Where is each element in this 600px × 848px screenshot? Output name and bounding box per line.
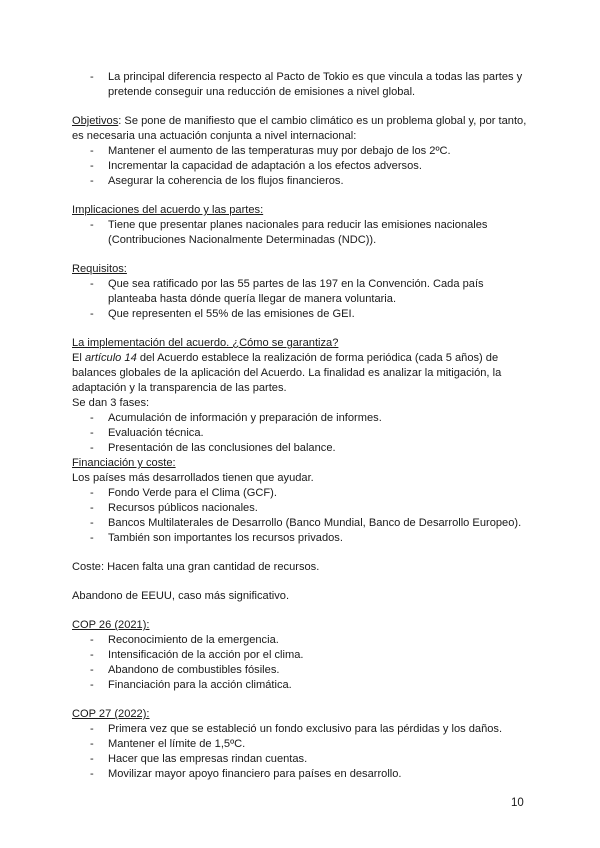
- list-item: [72, 663, 532, 678]
- dash-bullet: -: [90, 532, 94, 544]
- list-item: [72, 752, 532, 767]
- page-number: 10: [511, 797, 524, 809]
- dash-bullet: -: [90, 308, 94, 320]
- list-item: [72, 174, 532, 189]
- objetivos-section: [72, 114, 532, 189]
- dash-bullet: -: [90, 664, 94, 676]
- dash-bullet: -: [90, 723, 94, 735]
- dash-bullet: -: [90, 145, 94, 157]
- dash-bullet: -: [90, 160, 94, 172]
- requisitos-heading: Requisitos:: [72, 263, 127, 275]
- requisitos-list: [72, 277, 532, 322]
- dash-bullet: -: [90, 427, 94, 439]
- dash-bullet: -: [90, 753, 94, 765]
- list-item-text: Que sea ratificado por las 55 partes de las 197 en la Convención. Cada país planteaba hasta dónde quería llegar de manera voluntaria.: [108, 278, 484, 305]
- cop26-section: [72, 618, 532, 693]
- dash-bullet: -: [90, 219, 94, 231]
- list-item: [72, 633, 532, 648]
- financiacion-list: [72, 486, 532, 546]
- list-item: [72, 218, 532, 248]
- financiacion-heading: Financiación y coste:: [72, 457, 176, 469]
- list-item: [72, 737, 532, 752]
- list-item-text: Bancos Multilaterales de Desarrollo (Banco Mundial, Banco de Desarrollo Europeo).: [108, 517, 522, 529]
- objetivos-heading: Objetivos: [72, 115, 119, 127]
- dash-bullet: -: [90, 442, 94, 454]
- list-item-text: Acumulación de información y preparación de informes.: [108, 412, 382, 424]
- financiacion-section: [72, 456, 532, 546]
- list-item-text: Tiene que presentar planes nacionales para reducir las emisiones nacionales (Contribuciones Nacionalmente Determinadas (NDC)).: [108, 219, 488, 246]
- implicaciones-section: [72, 203, 532, 248]
- cop27-heading: COP 27 (2022):: [72, 708, 150, 720]
- list-item: [72, 144, 532, 159]
- list-item: [72, 411, 532, 426]
- list-item-text: Que representen el 55% de las emisiones de GEI.: [108, 308, 355, 320]
- requisitos-section: [72, 262, 532, 322]
- implicaciones-heading: Implicaciones del acuerdo y las partes:: [72, 204, 264, 216]
- list-item-text: Reconocimiento de la emergencia.: [108, 634, 279, 646]
- page-content: [72, 70, 532, 782]
- list-item-text: Abandono de combustibles fósiles.: [108, 664, 280, 676]
- dash-bullet: -: [90, 679, 94, 691]
- dash-bullet: -: [90, 175, 94, 187]
- list-item: [72, 277, 532, 307]
- intro-list: [72, 70, 532, 100]
- list-item: [72, 70, 532, 100]
- list-item: [72, 678, 532, 693]
- list-item-text: Financiación para la acción climática.: [108, 679, 292, 691]
- dash-bullet: -: [90, 738, 94, 750]
- dash-bullet: -: [90, 634, 94, 646]
- implementacion-text-before: El: [72, 352, 85, 364]
- implementacion-section: [72, 336, 532, 456]
- list-item: [72, 159, 532, 174]
- abandono-text: Abandono de EEUU, caso más significativo.: [72, 590, 290, 602]
- list-item: [72, 516, 532, 531]
- dash-bullet: -: [90, 412, 94, 424]
- implementacion-paragraph: [72, 351, 532, 396]
- implicaciones-list: [72, 218, 532, 248]
- implementacion-text-after: del Acuerdo establece la realización de forma periódica (cada 5 años) de balances globales de la aplicación del Acuerdo. La finalidad es analizar la mitigación, la adaptación y la transparencia de las partes.: [72, 352, 502, 394]
- list-item-text: Hacer que las empresas rindan cuentas.: [108, 753, 308, 765]
- dash-bullet: -: [90, 71, 94, 83]
- list-item-text: Presentación de las conclusiones del balance.: [108, 442, 336, 454]
- cop27-list: [72, 722, 532, 782]
- list-item: [72, 426, 532, 441]
- list-item-text: Fondo Verde para el Clima (GCF).: [108, 487, 277, 499]
- dash-bullet: -: [90, 649, 94, 661]
- objetivos-paragraph: [72, 114, 532, 144]
- dash-bullet: -: [90, 768, 94, 780]
- dash-bullet: -: [90, 502, 94, 514]
- list-item-text: Primera vez que se estableció un fondo exclusivo para las pérdidas y los daños.: [108, 723, 503, 735]
- article-reference: artículo 14: [84, 352, 137, 364]
- list-item-text: Intensificación de la acción por el clima.: [108, 649, 304, 661]
- list-item-text: Asegurar la coherencia de los flujos financieros.: [108, 175, 344, 187]
- list-item-text: Incrementar la capacidad de adaptación a los efectos adversos.: [108, 160, 422, 172]
- list-item: [72, 307, 532, 322]
- objetivos-list: [72, 144, 532, 189]
- list-item-text: También son importantes los recursos privados.: [108, 532, 343, 544]
- list-item-text: Mantener el límite de 1,5ºC.: [108, 738, 246, 750]
- list-item: [72, 648, 532, 663]
- list-item-text: Recursos públicos nacionales.: [108, 502, 258, 514]
- list-item: [72, 722, 532, 737]
- dash-bullet: -: [90, 278, 94, 290]
- financiacion-text: Los países más desarrollados tienen que ayudar.: [72, 472, 314, 484]
- list-item: [72, 441, 532, 456]
- list-item-text: Evaluación técnica.: [108, 427, 204, 439]
- cop27-section: [72, 707, 532, 782]
- list-item: [72, 531, 532, 546]
- phases-intro: Se dan 3 fases:: [72, 397, 150, 409]
- dash-bullet: -: [90, 517, 94, 529]
- coste-text: Coste: Hacen falta una gran cantidad de recursos.: [72, 561, 320, 573]
- implementacion-heading: La implementación del acuerdo. ¿Cómo se garantiza?: [72, 337, 339, 349]
- list-item-text: Movilizar mayor apoyo financiero para países en desarrollo.: [108, 768, 402, 780]
- phases-list: [72, 411, 532, 456]
- cop26-heading: COP 26 (2021):: [72, 619, 150, 631]
- list-item-text: La principal diferencia respecto al Pacto de Tokio es que vincula a todas las partes y pretende conseguir una reducción de emisiones a nivel global.: [108, 71, 523, 98]
- list-item: [72, 767, 532, 782]
- objetivos-text: : Se pone de manifiesto que el cambio climático es un problema global y, por tanto, es necesaria una actuación conjunta a nivel internacional:: [72, 115, 527, 142]
- list-item-text: Mantener el aumento de las temperaturas muy por debajo de los 2ºC.: [108, 145, 451, 157]
- list-item: [72, 501, 532, 516]
- cop26-list: [72, 633, 532, 693]
- list-item: [72, 486, 532, 501]
- dash-bullet: -: [90, 487, 94, 499]
